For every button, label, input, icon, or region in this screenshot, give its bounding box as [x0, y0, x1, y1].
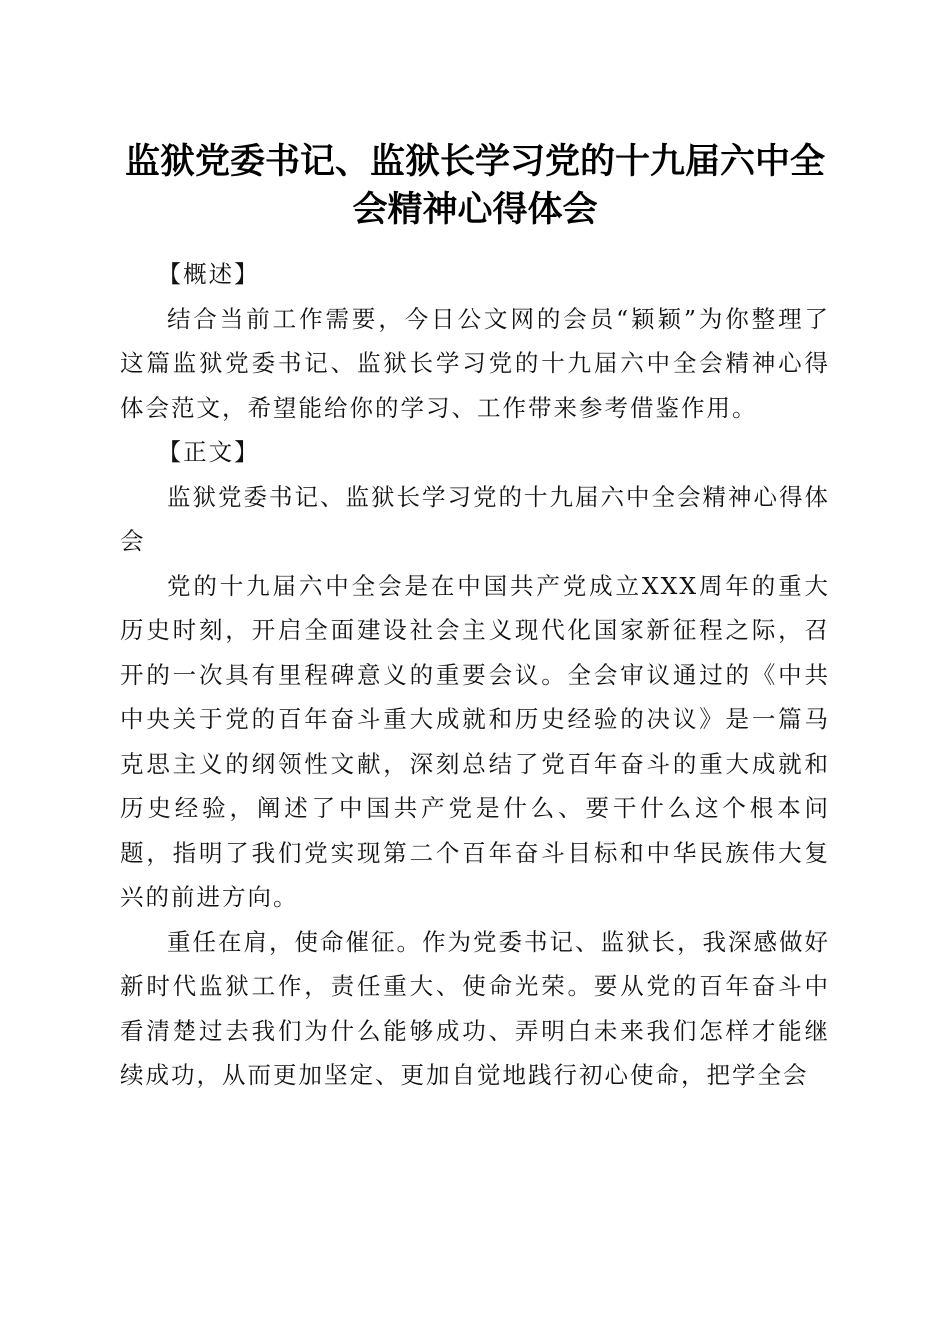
body-heading-paragraph: 监狱党委书记、监狱长学习党的十九届六中全会精神心得体会: [120, 482, 830, 555]
section-label-main-text: 【正文】: [157, 438, 260, 466]
document-body: [120, 252, 830, 1098]
body-paragraph: 重任在肩，使命催征。作为党委书记、监狱长，我深感做好新时代监狱工作，责任重大、使命光荣。要从党的百年奋斗中看清楚过去我们为什么能够成功、弄明白未来我们怎样才能继续成功，从而更加坚定、更加自觉地践行初心使命，把学全会: [120, 927, 830, 1089]
overview-paragraph: 结合当前工作需要，今日公文网的会员“颖颖”为你整理了这篇监狱党委书记、监狱长学习党的十九届六中全会精神心得体会范文，希望能给你的学习、工作带来参考借鉴作用。: [120, 304, 830, 422]
body-paragraph: 党的十九届六中全会是在中国共产党成立XXX周年的重大历史时刻，开启全面建设社会主义现代化国家新征程之际，召开的一次具有里程碑意义的重要会议。全会审议通过的《中共中央关于党的百年奋斗重大成就和历史经验的决议》是一篇马克思主义的纲领性文献，深刻总结了党百年奋斗的重大成就和历史经验，阐述了中国共产党是什么、要干什么这个根本问题，指明了我们党实现第二个百年奋斗目标和中华民族伟大复兴的前进方向。: [120, 571, 830, 911]
section-label-overview: 【概述】: [157, 260, 260, 288]
document-title: 监狱党委书记、监狱长学习党的十九届六中全会精神心得体会: [124, 141, 825, 230]
